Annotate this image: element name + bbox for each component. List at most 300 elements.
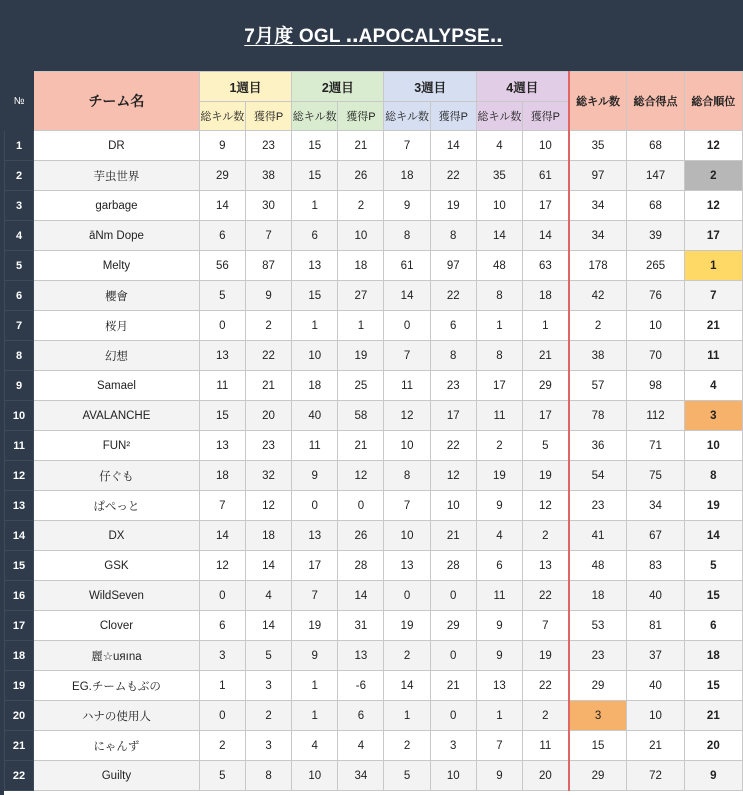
total-kills: 34 <box>569 191 627 221</box>
week-2-points: 12 <box>338 461 384 491</box>
total-points: 10 <box>627 701 684 731</box>
total-kills: 97 <box>569 161 627 191</box>
table-row <box>5 521 743 551</box>
row-number: 4 <box>5 221 34 251</box>
row-number: 9 <box>5 371 34 401</box>
week-3-kills: 2 <box>384 641 430 671</box>
week-4-kills: 17 <box>476 371 522 401</box>
total-rank: 2 <box>684 161 742 191</box>
week-1-kills: 18 <box>199 461 245 491</box>
week-2-points: 27 <box>338 281 384 311</box>
week-2-kills: 10 <box>292 341 338 371</box>
total-points: 21 <box>627 731 684 761</box>
week-4-kills: 7 <box>476 731 522 761</box>
total-rank: 20 <box>684 731 742 761</box>
table-row <box>5 311 743 341</box>
week-3-points: 10 <box>430 491 476 521</box>
table-row <box>5 461 743 491</box>
row-number: 8 <box>5 341 34 371</box>
total-rank: 7 <box>684 281 742 311</box>
week-1-kills: 7 <box>199 491 245 521</box>
week-4-kills: 6 <box>476 551 522 581</box>
team-name: ハナの使用人 <box>34 701 200 731</box>
week-3-points: 0 <box>430 641 476 671</box>
team-name: FUN² <box>34 431 200 461</box>
total-points: 40 <box>627 581 684 611</box>
week-1-kills: 9 <box>199 131 245 161</box>
week-4-kills: 8 <box>476 281 522 311</box>
week-4-kills: 19 <box>476 461 522 491</box>
week-2-points: -6 <box>338 671 384 701</box>
total-points: 34 <box>627 491 684 521</box>
total-rank: 9 <box>684 761 742 791</box>
week-3-points: 22 <box>430 281 476 311</box>
table-row <box>5 491 743 521</box>
week-2-points: 1 <box>338 311 384 341</box>
week-4-points: 22 <box>523 581 569 611</box>
week-3-points: 22 <box>430 431 476 461</box>
table-row <box>5 251 743 281</box>
row-number: 7 <box>5 311 34 341</box>
row-number: 3 <box>5 191 34 221</box>
week-3-points: 8 <box>430 221 476 251</box>
header-w1-kills: 総キル数 <box>199 102 245 131</box>
week-3-points: 17 <box>430 401 476 431</box>
total-rank: 10 <box>684 431 742 461</box>
week-2-points: 19 <box>338 341 384 371</box>
week-1-points: 4 <box>245 581 291 611</box>
total-points: 10 <box>627 311 684 341</box>
week-2-kills: 0 <box>292 491 338 521</box>
week-3-points: 10 <box>430 761 476 791</box>
week-4-kills: 4 <box>476 131 522 161</box>
week-4-kills: 9 <box>476 611 522 641</box>
header-row-weeks <box>5 72 743 102</box>
week-1-kills: 12 <box>199 551 245 581</box>
week-3-points: 12 <box>430 461 476 491</box>
week-3-kills: 10 <box>384 431 430 461</box>
table-row <box>5 551 743 581</box>
total-points: 81 <box>627 611 684 641</box>
week-4-kills: 4 <box>476 521 522 551</box>
row-number: 15 <box>5 551 34 581</box>
row-number: 17 <box>5 611 34 641</box>
week-1-kills: 13 <box>199 341 245 371</box>
week-1-points: 21 <box>245 371 291 401</box>
week-2-kills: 11 <box>292 431 338 461</box>
total-rank: 19 <box>684 491 742 521</box>
total-kills: 53 <box>569 611 627 641</box>
header-w2-kills: 総キル数 <box>292 102 338 131</box>
week-4-kills: 1 <box>476 701 522 731</box>
team-name: Melty <box>34 251 200 281</box>
total-points: 98 <box>627 371 684 401</box>
row-number: 5 <box>5 251 34 281</box>
total-rank: 11 <box>684 341 742 371</box>
week-4-kills: 11 <box>476 401 522 431</box>
row-number: 14 <box>5 521 34 551</box>
week-4-points: 1 <box>523 311 569 341</box>
week-2-kills: 15 <box>292 281 338 311</box>
week-3-kills: 8 <box>384 461 430 491</box>
week-4-points: 13 <box>523 551 569 581</box>
week-3-points: 22 <box>430 161 476 191</box>
total-points: 70 <box>627 341 684 371</box>
week-2-points: 0 <box>338 491 384 521</box>
week-4-points: 21 <box>523 341 569 371</box>
week-3-kills: 2 <box>384 731 430 761</box>
week-3-kills: 12 <box>384 401 430 431</box>
week-1-points: 12 <box>245 491 291 521</box>
week-4-points: 19 <box>523 461 569 491</box>
week-4-points: 19 <box>523 641 569 671</box>
total-kills: 36 <box>569 431 627 461</box>
row-number: 21 <box>5 731 34 761</box>
standings-table <box>4 71 743 791</box>
total-kills: 41 <box>569 521 627 551</box>
week-3-kills: 8 <box>384 221 430 251</box>
total-kills: 178 <box>569 251 627 281</box>
row-number: 20 <box>5 701 34 731</box>
team-name: āNm Dope <box>34 221 200 251</box>
week-3-points: 21 <box>430 671 476 701</box>
table-row <box>5 611 743 641</box>
week-1-kills: 5 <box>199 281 245 311</box>
total-rank: 4 <box>684 371 742 401</box>
week-1-kills: 0 <box>199 581 245 611</box>
team-name: Samael <box>34 371 200 401</box>
row-number: 22 <box>5 761 34 791</box>
week-1-points: 38 <box>245 161 291 191</box>
total-points: 67 <box>627 521 684 551</box>
week-3-kills: 14 <box>384 671 430 701</box>
week-4-kills: 13 <box>476 671 522 701</box>
week-1-points: 5 <box>245 641 291 671</box>
week-1-points: 18 <box>245 521 291 551</box>
week-4-points: 14 <box>523 221 569 251</box>
week-3-points: 97 <box>430 251 476 281</box>
header-total-points: 総合得点 <box>627 72 684 131</box>
week-2-points: 13 <box>338 641 384 671</box>
header-no: № <box>5 72 34 131</box>
header-w3-points: 獲得P <box>430 102 476 131</box>
week-1-kills: 29 <box>199 161 245 191</box>
total-rank: 5 <box>684 551 742 581</box>
team-name: WildSeven <box>34 581 200 611</box>
total-rank: 17 <box>684 221 742 251</box>
week-2-kills: 13 <box>292 251 338 281</box>
week-4-points: 10 <box>523 131 569 161</box>
total-rank: 14 <box>684 521 742 551</box>
week-4-kills: 9 <box>476 641 522 671</box>
standings-body <box>5 131 743 791</box>
total-points: 75 <box>627 461 684 491</box>
total-kills: 2 <box>569 311 627 341</box>
team-name: 麗☆uяına <box>34 641 200 671</box>
week-4-kills: 48 <box>476 251 522 281</box>
week-4-points: 11 <box>523 731 569 761</box>
total-rank: 21 <box>684 701 742 731</box>
week-2-kills: 9 <box>292 461 338 491</box>
week-1-kills: 14 <box>199 191 245 221</box>
total-points: 68 <box>627 131 684 161</box>
table-row <box>5 131 743 161</box>
header-total-kills: 総キル数 <box>569 72 627 131</box>
week-1-points: 3 <box>245 671 291 701</box>
header-week-3: 3週目 <box>384 72 476 102</box>
week-4-points: 7 <box>523 611 569 641</box>
week-2-points: 25 <box>338 371 384 401</box>
week-2-kills: 15 <box>292 161 338 191</box>
week-2-points: 26 <box>338 521 384 551</box>
row-number: 16 <box>5 581 34 611</box>
total-points: 68 <box>627 191 684 221</box>
total-rank: 8 <box>684 461 742 491</box>
team-name: EG.チームもぶの <box>34 671 200 701</box>
table-row <box>5 221 743 251</box>
week-1-kills: 11 <box>199 371 245 401</box>
week-2-points: 6 <box>338 701 384 731</box>
week-1-points: 3 <box>245 731 291 761</box>
week-1-kills: 6 <box>199 611 245 641</box>
week-2-kills: 1 <box>292 191 338 221</box>
total-kills: 34 <box>569 221 627 251</box>
row-number: 10 <box>5 401 34 431</box>
week-2-kills: 1 <box>292 311 338 341</box>
header-w1-points: 獲得P <box>245 102 291 131</box>
week-3-kills: 9 <box>384 191 430 221</box>
week-2-points: 28 <box>338 551 384 581</box>
week-1-points: 14 <box>245 611 291 641</box>
page-title: 7月度 OGL ‥APOCALYPSE‥ <box>244 26 503 47</box>
week-3-points: 23 <box>430 371 476 401</box>
week-2-points: 2 <box>338 191 384 221</box>
week-1-points: 23 <box>245 131 291 161</box>
total-points: 37 <box>627 641 684 671</box>
week-2-points: 26 <box>338 161 384 191</box>
week-3-kills: 0 <box>384 311 430 341</box>
team-name: Guilty <box>34 761 200 791</box>
week-1-points: 22 <box>245 341 291 371</box>
week-4-points: 20 <box>523 761 569 791</box>
total-rank: 12 <box>684 191 742 221</box>
week-4-kills: 10 <box>476 191 522 221</box>
week-2-points: 10 <box>338 221 384 251</box>
title-bar <box>4 0 743 71</box>
total-points: 265 <box>627 251 684 281</box>
week-4-points: 22 <box>523 671 569 701</box>
row-number: 13 <box>5 491 34 521</box>
week-2-points: 21 <box>338 431 384 461</box>
total-points: 147 <box>627 161 684 191</box>
team-name: 芋虫世界 <box>34 161 200 191</box>
table-row <box>5 701 743 731</box>
week-3-points: 0 <box>430 581 476 611</box>
week-1-kills: 6 <box>199 221 245 251</box>
total-points: 39 <box>627 221 684 251</box>
week-1-points: 30 <box>245 191 291 221</box>
week-1-kills: 14 <box>199 521 245 551</box>
total-kills: 23 <box>569 491 627 521</box>
week-2-kills: 4 <box>292 731 338 761</box>
week-2-kills: 15 <box>292 131 338 161</box>
week-3-points: 14 <box>430 131 476 161</box>
week-1-kills: 0 <box>199 701 245 731</box>
team-name: DR <box>34 131 200 161</box>
total-points: 112 <box>627 401 684 431</box>
week-2-points: 34 <box>338 761 384 791</box>
week-3-kills: 7 <box>384 341 430 371</box>
team-name: 櫻會 <box>34 281 200 311</box>
total-kills: 23 <box>569 641 627 671</box>
week-1-kills: 0 <box>199 311 245 341</box>
week-2-points: 58 <box>338 401 384 431</box>
row-number: 19 <box>5 671 34 701</box>
week-3-kills: 19 <box>384 611 430 641</box>
week-1-kills: 2 <box>199 731 245 761</box>
team-name: Clover <box>34 611 200 641</box>
week-2-kills: 1 <box>292 671 338 701</box>
week-1-points: 87 <box>245 251 291 281</box>
week-1-points: 9 <box>245 281 291 311</box>
team-name: garbage <box>34 191 200 221</box>
week-4-points: 29 <box>523 371 569 401</box>
week-3-points: 6 <box>430 311 476 341</box>
week-3-kills: 10 <box>384 521 430 551</box>
week-2-kills: 18 <box>292 371 338 401</box>
table-row <box>5 761 743 791</box>
total-rank: 1 <box>684 251 742 281</box>
week-4-points: 61 <box>523 161 569 191</box>
team-name: 幻想 <box>34 341 200 371</box>
week-4-points: 17 <box>523 191 569 221</box>
week-2-kills: 6 <box>292 221 338 251</box>
row-number: 1 <box>5 131 34 161</box>
week-4-kills: 35 <box>476 161 522 191</box>
total-rank: 18 <box>684 641 742 671</box>
total-kills: 35 <box>569 131 627 161</box>
week-3-points: 21 <box>430 521 476 551</box>
week-2-kills: 40 <box>292 401 338 431</box>
week-1-kills: 3 <box>199 641 245 671</box>
total-kills: 29 <box>569 761 627 791</box>
team-name: にゃんず <box>34 731 200 761</box>
total-rank: 21 <box>684 311 742 341</box>
week-1-points: 8 <box>245 761 291 791</box>
total-rank: 15 <box>684 671 742 701</box>
week-4-kills: 8 <box>476 341 522 371</box>
week-1-points: 2 <box>245 701 291 731</box>
week-4-points: 63 <box>523 251 569 281</box>
row-number: 6 <box>5 281 34 311</box>
total-kills: 15 <box>569 731 627 761</box>
table-row <box>5 191 743 221</box>
row-number: 12 <box>5 461 34 491</box>
week-3-points: 29 <box>430 611 476 641</box>
week-2-kills: 13 <box>292 521 338 551</box>
week-3-kills: 11 <box>384 371 430 401</box>
total-kills: 18 <box>569 581 627 611</box>
header-total-rank: 総合順位 <box>684 72 742 131</box>
week-4-points: 5 <box>523 431 569 461</box>
total-kills: 42 <box>569 281 627 311</box>
table-row <box>5 341 743 371</box>
team-name: AVALANCHE <box>34 401 200 431</box>
table-row <box>5 671 743 701</box>
header-w2-points: 獲得P <box>338 102 384 131</box>
week-1-kills: 13 <box>199 431 245 461</box>
team-name: GSK <box>34 551 200 581</box>
week-2-kills: 7 <box>292 581 338 611</box>
header-week-4: 4週目 <box>476 72 568 102</box>
week-3-kills: 14 <box>384 281 430 311</box>
week-2-kills: 17 <box>292 551 338 581</box>
week-1-points: 2 <box>245 311 291 341</box>
header-w3-kills: 総キル数 <box>384 102 430 131</box>
week-1-points: 14 <box>245 551 291 581</box>
week-4-kills: 2 <box>476 431 522 461</box>
week-3-kills: 7 <box>384 491 430 521</box>
week-2-points: 21 <box>338 131 384 161</box>
week-1-points: 7 <box>245 221 291 251</box>
week-3-kills: 1 <box>384 701 430 731</box>
week-2-points: 18 <box>338 251 384 281</box>
week-4-kills: 1 <box>476 311 522 341</box>
table-row <box>5 581 743 611</box>
week-3-points: 19 <box>430 191 476 221</box>
week-2-points: 14 <box>338 581 384 611</box>
total-kills: 3 <box>569 701 627 731</box>
week-1-kills: 56 <box>199 251 245 281</box>
table-row <box>5 161 743 191</box>
table-row <box>5 641 743 671</box>
week-3-kills: 7 <box>384 131 430 161</box>
week-3-kills: 61 <box>384 251 430 281</box>
week-1-points: 20 <box>245 401 291 431</box>
week-1-points: 23 <box>245 431 291 461</box>
week-3-kills: 0 <box>384 581 430 611</box>
total-kills: 57 <box>569 371 627 401</box>
total-rank: 15 <box>684 581 742 611</box>
week-3-kills: 5 <box>384 761 430 791</box>
table-row <box>5 731 743 761</box>
team-name: 桜月 <box>34 311 200 341</box>
row-number: 2 <box>5 161 34 191</box>
week-3-points: 28 <box>430 551 476 581</box>
row-number: 11 <box>5 431 34 461</box>
table-row <box>5 281 743 311</box>
header-week-2: 2週目 <box>292 72 384 102</box>
team-name: DX <box>34 521 200 551</box>
total-points: 71 <box>627 431 684 461</box>
week-4-kills: 9 <box>476 761 522 791</box>
week-4-kills: 14 <box>476 221 522 251</box>
week-1-kills: 1 <box>199 671 245 701</box>
header-week-1: 1週目 <box>199 72 291 102</box>
week-1-kills: 5 <box>199 761 245 791</box>
header-w4-kills: 総キル数 <box>476 102 522 131</box>
table-row <box>5 371 743 401</box>
week-2-kills: 19 <box>292 611 338 641</box>
header-w4-points: 獲得P <box>523 102 569 131</box>
total-kills: 29 <box>569 671 627 701</box>
header-team: チーム名 <box>34 72 200 131</box>
week-1-kills: 15 <box>199 401 245 431</box>
total-rank: 6 <box>684 611 742 641</box>
week-3-points: 0 <box>430 701 476 731</box>
team-name: 仔ぐも <box>34 461 200 491</box>
week-4-points: 17 <box>523 401 569 431</box>
